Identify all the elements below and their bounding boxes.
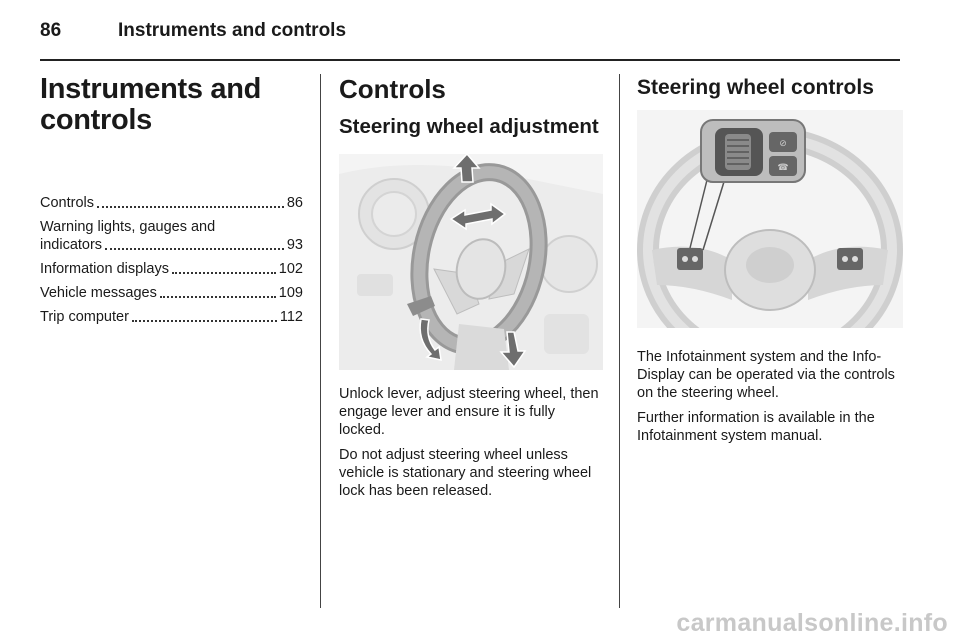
chapter-title-line2: controls — [40, 104, 152, 136]
toc-item-information-displays[interactable] — [40, 260, 303, 278]
chapter-column — [40, 74, 303, 332]
running-title: Instruments and controls — [118, 20, 347, 41]
leader-dots — [105, 248, 284, 250]
leader-dots — [132, 320, 277, 322]
toc-label: Controls — [40, 195, 94, 211]
toc-label: Warning lights, gauges and — [40, 219, 216, 235]
toc-label: Trip computer — [40, 309, 129, 325]
steering-adjustment-illustration — [339, 154, 603, 370]
toc-page: 86 — [286, 195, 303, 211]
chapter-title-line1: Instruments and — [40, 73, 262, 105]
section-title-controls: Controls — [339, 74, 446, 104]
toc-item-trip-computer[interactable] — [40, 308, 303, 326]
toc-page: 112 — [279, 309, 303, 325]
leader-dots — [97, 206, 284, 208]
paragraph: Do not adjust steering wheel unless vehicle is stationary and steering wheel lock has been released. — [339, 447, 592, 499]
column-divider — [619, 74, 620, 608]
header-rule — [40, 59, 900, 61]
toc-item-warning-lights[interactable] — [40, 218, 303, 254]
paragraph: Unlock lever, adjust steering wheel, then engage lever and ensure it is fully locked. — [339, 386, 599, 438]
toc-page: 93 — [286, 237, 303, 253]
watermark: carmanualsonline.info — [676, 609, 948, 637]
steering-controls-column — [637, 74, 903, 452]
leader-dots — [172, 272, 276, 274]
toc-item-controls[interactable] — [40, 194, 303, 212]
svg-text:☎: ☎ — [777, 162, 789, 172]
column-divider — [320, 74, 321, 608]
toc-label: Information displays — [40, 261, 169, 277]
steering-controls-illustration — [637, 110, 903, 328]
leader-dots — [160, 296, 276, 298]
svg-text:⊘: ⊘ — [779, 138, 787, 148]
controls-column — [339, 74, 603, 507]
subsection-title-adjustment: Steering wheel adjustment — [339, 115, 599, 138]
toc-item-vehicle-messages[interactable] — [40, 284, 303, 302]
paragraph: Further information is available in the Infotainment system manual. — [637, 410, 875, 444]
section-title-steering-controls: Steering wheel controls — [637, 76, 874, 99]
page-number: 86 — [40, 20, 62, 41]
toc-page: 109 — [278, 285, 303, 301]
chapter-title — [40, 74, 303, 136]
toc-label: Vehicle messages — [40, 285, 157, 301]
paragraph: The Infotainment system and the Info-Display can be operated via the controls on the steering wheel. — [637, 349, 895, 401]
toc-page: 102 — [278, 261, 303, 277]
toc-label-cont: indicators — [40, 237, 103, 253]
page-header — [40, 16, 900, 48]
table-of-contents — [40, 194, 303, 326]
